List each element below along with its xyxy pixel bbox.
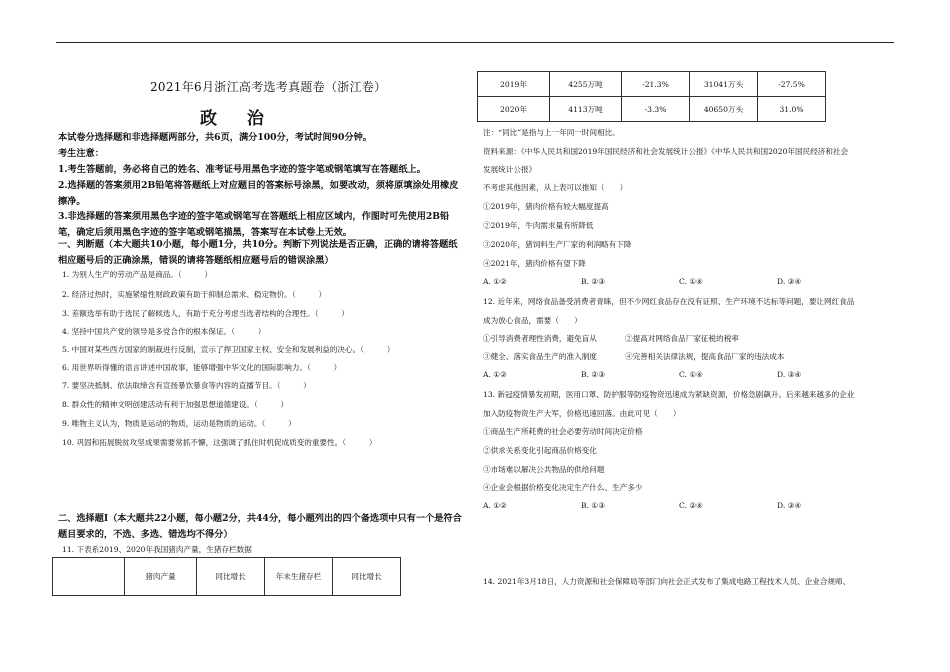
option-a[interactable]: A. ①② xyxy=(483,277,507,286)
statement: ②2019年，牛肉需求量有所降低 xyxy=(483,221,594,230)
question-14-stem: 14. 2021年3月18日，人力资源和社会保障局等部门向社会正式发布了集成电路工程技术人员、企业合规师、 xyxy=(483,577,851,586)
statement: ①商品生产所耗费的社会必要劳动时间决定价格 xyxy=(483,427,643,436)
option-a[interactable]: A. ①② xyxy=(483,501,507,510)
table-cell: -27.5% xyxy=(758,72,826,97)
table-cell: 2019年 xyxy=(478,72,550,97)
data-table-header xyxy=(52,557,401,596)
table-header-cell: 同比增长 xyxy=(197,558,265,596)
statement: ③2020年，猪饲料生产厂家的利润略有下降 xyxy=(483,240,632,249)
page-title: 2021年6月浙江高考选考真题卷（浙江卷） xyxy=(150,80,387,94)
question-9: 9. 唯物主义认为，物质是运动的物质，运动是物质的运动。（ ） xyxy=(62,419,296,428)
option-a[interactable]: A. ①② xyxy=(483,370,507,379)
table-cell: -21.3% xyxy=(622,72,690,97)
table-cell: 2020年 xyxy=(478,97,550,122)
statement: ④2021年，猪肉价格有望下降 xyxy=(483,259,586,268)
question-3: 3. 差额选举有助于选民了解候选人，有助于充分考虑当选者结构的合理性。（ ） xyxy=(62,309,349,318)
table-cell: 4113万吨 xyxy=(550,97,622,122)
section-1-heading: 一、判断题（本大题共10小题，每小题1分，共10分。判断下列说法是否正确，正确的请将答题纸相应题号后的正确涂黑，错误的请将答题纸相应题号后的错误涂黑） xyxy=(58,239,458,266)
option-d[interactable]: D. ③④ xyxy=(777,501,802,510)
data-table-body xyxy=(477,71,826,122)
table-cell: 31.0% xyxy=(758,97,826,122)
question-5: 5. 中国对某些西方国家的制裁进行反制，宣示了捍卫国家主权、安全和发展利益的决心。（ ） xyxy=(62,345,395,354)
option-c[interactable]: C. ②④ xyxy=(679,501,703,510)
statement: ④企业会根据价格变化决定生产什么、生产多少 xyxy=(483,483,643,492)
statement: ②供求关系变化引起商品价格变化 xyxy=(483,446,597,455)
table-cell: 40650万头 xyxy=(690,97,758,122)
question-12-stem: 成为放心食品，需要（ ） xyxy=(483,316,582,325)
question-10: 10. 巩固和拓展脱贫攻坚成果需要常抓不懈，这强调了抓住时机促成质变的重要性。（ ） xyxy=(62,438,377,447)
question-4: 4. 坚持中国共产党的领导是多党合作的根本保证。（ ） xyxy=(62,327,266,336)
table-header-cell: 猪肉产量 xyxy=(125,558,197,596)
question-7: 7. 要坚决抵制、依法取缔含有宣扬暴饮暴食等内容的直播节目。（ ） xyxy=(62,381,311,390)
statement: ③健全、落实食品生产的准入制度 xyxy=(483,352,597,361)
notice-item: 1.考生答题前，务必将自己的姓名、准考证号用黑色字迹的签字笔或钢笔填写在答题纸上。 xyxy=(58,164,426,175)
notice-item: 2.选择题的答案须用2B铅笔将答题纸上对应题目的答案标号涂黑，如要改动，须将原填涂处用橡皮擦净。 xyxy=(58,180,459,207)
notice-item: 3.非选择题的答案须用黑色字迹的签字笔或钢笔写在答题纸上相应区域内，作图时可先使用2B铅笔，确定后须用黑色字迹的签字笔或钢笔描黑，答案写在本试卷上无效。 xyxy=(58,211,450,238)
question-13-stem: 加入防疫物资生产大军，价格迅速回落。由此可见（ ） xyxy=(483,409,681,418)
source-line: 资料来源：《中华人民共和国2019年国民经济和社会发展统计公报》《中华人民共和国2020年国民经济和社会 xyxy=(483,147,849,156)
option-c[interactable]: C. ①④ xyxy=(679,277,703,286)
question-6: 6. 用世界听得懂的语言讲述中国故事，能够增强中华文化的国际影响力。（ ） xyxy=(62,363,342,372)
question-12-options xyxy=(483,370,883,381)
option-b[interactable]: B. ②③ xyxy=(581,277,606,286)
top-rule xyxy=(56,42,894,43)
option-b[interactable]: B. ②③ xyxy=(581,370,606,379)
statement: ①引导消费者理性消费，避免盲从 xyxy=(483,334,597,343)
table-cell: -3.3% xyxy=(622,97,690,122)
option-d[interactable]: D. ③④ xyxy=(777,370,802,379)
table-header-cell: 年末生猪存栏 xyxy=(265,558,333,596)
question-1: 1. 为别人生产的劳动产品是商品。（ ） xyxy=(62,270,213,279)
question-12-stem: 12. 近年来，网络食品备受消费者青睐，但不少网红食品存在没有证照、生产环境不达标等问题，要让网红食品 xyxy=(483,297,855,306)
question-11-prompt: 不考虑其他因素，从上表可以推知（ ） xyxy=(483,183,628,192)
option-b[interactable]: B. ①③ xyxy=(581,501,606,510)
table-note: 注：“同比”是指与上一年同一时间相比。 xyxy=(483,128,620,137)
table-cell: 31041万头 xyxy=(690,72,758,97)
notice-intro: 本试卷分选择题和非选择题两部分，共6页，满分100分，考试时间90分钟。 xyxy=(58,132,372,143)
statement: ④完善相关法律法规，提高食品厂家的违法成本 xyxy=(625,352,785,361)
statement: ③市场难以解决公共物品的供给问题 xyxy=(483,465,605,474)
question-11-options xyxy=(483,277,883,288)
statement: ①2019年，猪肉价格有较大幅度提高 xyxy=(483,202,609,211)
source-line: 发展统计公报》 xyxy=(483,165,537,174)
table-header-cell: 同比增长 xyxy=(333,558,401,596)
table-row xyxy=(478,97,826,122)
statement: ②提高对网络食品厂家征税的税率 xyxy=(625,334,739,343)
question-8: 8. 群众性的精神文明创建活动有利于加强思想道德建设。（ ） xyxy=(62,400,289,409)
question-13-stem: 13. 新冠疫情暴发初期，医用口罩、防护服等防疫物资迅速成为紧缺资源，价格急剧飙升。后来越来越多的企业 xyxy=(483,390,855,399)
table-row xyxy=(478,72,826,97)
question-13-options xyxy=(483,501,883,512)
option-d[interactable]: D. ③④ xyxy=(777,277,802,286)
section-2-heading: 二、选择题Ⅰ（本大题共22小题，每小题2分，共44分，每小题列出的四个备选项中只有一个是符合题目要求的，不选、多选、错选均不得分） xyxy=(58,513,462,540)
question-2: 2. 经济过热时，实施紧缩性财政政策有助于抑制总需求、稳定物价。（ ） xyxy=(62,290,327,299)
notice-label: 考生注意： xyxy=(58,148,104,159)
subject-title: 政 治 xyxy=(200,109,276,129)
table-header-cell xyxy=(53,558,125,596)
option-c[interactable]: C. ①④ xyxy=(679,370,703,379)
question-11-stem: 11. 下表系2019、2020年我国猪肉产量，生猪存栏数据 xyxy=(62,545,252,554)
table-cell: 4255万吨 xyxy=(550,72,622,97)
